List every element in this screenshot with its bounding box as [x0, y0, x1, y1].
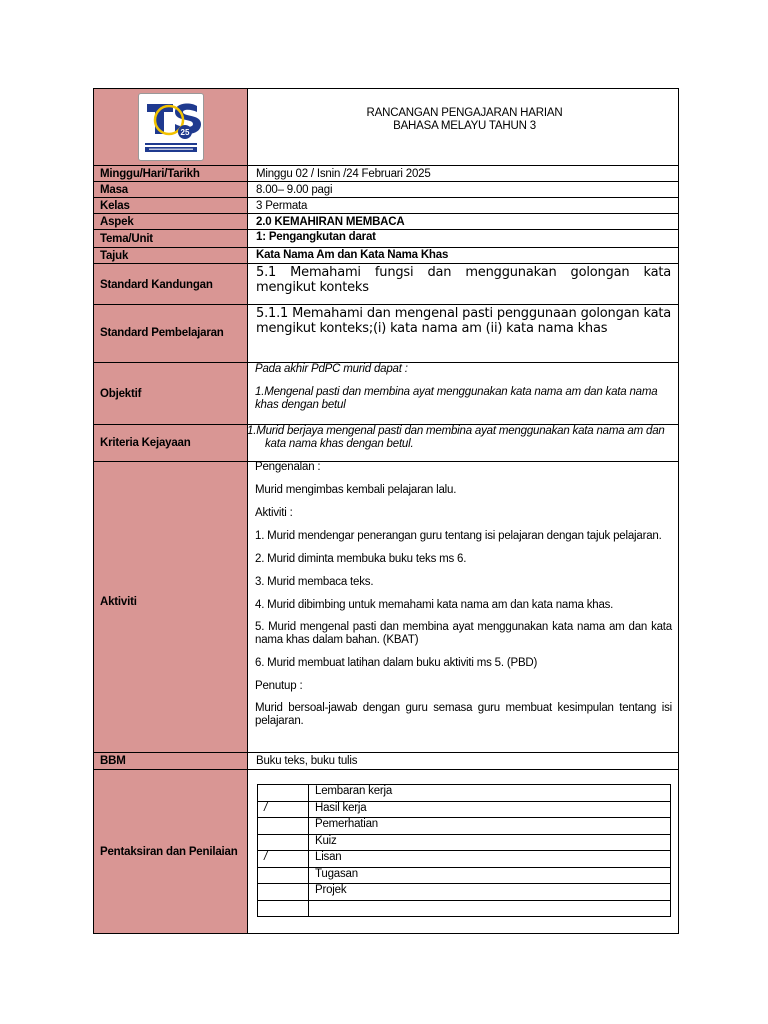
assessment-item: Hasil kerja [309, 801, 671, 818]
row-divider [94, 769, 678, 770]
ts25-logo-icon [139, 94, 203, 160]
assessment-mark: / [258, 801, 309, 818]
aktiviti-step: 5. Murid mengenal pasti dan membina ayat menggunakan kata nama am dan kata nama khas dalam bahan. (KBAT) [255, 621, 672, 646]
label-tema: Tema/Unit [100, 233, 153, 245]
value-kelas: 3 Permata [256, 200, 308, 212]
label-kelas: Kelas [100, 200, 130, 212]
label-tajuk: Tajuk [100, 250, 129, 262]
label-standard-pembelajaran: Standard Pembelajaran [100, 327, 224, 339]
value-bbm: Buku teks, buku tulis [256, 755, 358, 767]
assessment-row [258, 785, 671, 802]
assessment-mark [258, 818, 309, 835]
title-line-2: BAHASA MELAYU TAHUN 3 [393, 120, 536, 132]
label-standard-kandungan: Standard Kandungan [100, 279, 213, 291]
page-title [249, 107, 680, 133]
value-tajuk: Kata Nama Am dan Kata Nama Khas [256, 249, 449, 261]
aktiviti-pengenalan: Pengenalan : [255, 461, 321, 473]
value-minggu: Minggu 02 / Isnin /24 Februari 2025 [256, 168, 431, 180]
row-divider [94, 197, 678, 198]
assessment-item: Kuiz [309, 834, 671, 851]
row-divider [94, 213, 678, 214]
assessment-row [258, 900, 671, 917]
kriteria-value [245, 425, 675, 451]
assessment-row [258, 884, 671, 901]
row-divider [94, 181, 678, 182]
assessment-item [309, 900, 671, 917]
assessment-checklist [257, 784, 671, 917]
kriteria-text: 1.Murid berjaya mengenal pasti dan membina ayat menggunakan kata nama am dan kata nama khas dengan betul. [247, 425, 665, 450]
assessment-item: Lembaran kerja [309, 785, 671, 802]
label-masa: Masa [100, 184, 128, 196]
label-kriteria-kejayaan: Kriteria Kejayaan [100, 437, 191, 449]
assessment-item: Lisan [309, 851, 671, 868]
assessment-mark [258, 785, 309, 802]
value-masa: 8.00– 9.00 pagi [256, 184, 333, 196]
label-aktiviti: Aktiviti [100, 596, 137, 608]
aktiviti-penutup: Penutup : [255, 680, 303, 692]
objektif-item: 1.Mengenal pasti dan membina ayat menggunakan kata nama am dan kata nama khas dengan betul [255, 386, 658, 411]
row-divider [94, 229, 678, 230]
assessment-item: Pemerhatian [309, 818, 671, 835]
objektif-intro: Pada akhir PdPC murid dapat : [255, 363, 408, 375]
row-divider [94, 752, 678, 753]
lesson-plan-sheet [93, 88, 679, 934]
value-standard-pembelajaran: 5.1.1 Memahami dan mengenal pasti penggunaan golongan kata mengikut konteks;(i) kata nama am (ii) kata nama khas [256, 306, 671, 336]
assessment-row [258, 818, 671, 835]
svg-text:25: 25 [180, 128, 190, 137]
row-divider [94, 165, 678, 166]
label-minggu: Minggu/Hari/Tarikh [100, 168, 200, 180]
assessment-row [258, 867, 671, 884]
row-divider [94, 304, 678, 305]
assessment-mark [258, 900, 309, 917]
label-bbm: BBM [100, 755, 126, 767]
label-pentaksiran: Pentaksiran dan Penilaian [100, 846, 238, 858]
assessment-item: Projek [309, 884, 671, 901]
school-logo [138, 93, 204, 161]
title-line-1: RANCANGAN PENGAJARAN HARIAN [366, 107, 563, 119]
aktiviti-step: 2. Murid diminta membuka buku teks ms 6. [255, 553, 467, 565]
label-aspek: Aspek [100, 216, 134, 228]
assessment-mark: / [258, 851, 309, 868]
assessment-mark [258, 834, 309, 851]
aktiviti-heading: Aktiviti : [255, 507, 293, 519]
row-divider [94, 263, 678, 264]
aktiviti-penutup-text: Murid bersoal-jawab dengan guru semasa guru membuat kesimpulan tentang isi pelajaran. [255, 702, 672, 727]
assessment-row [258, 834, 671, 851]
assessment-row [258, 851, 671, 868]
assessment-row [258, 801, 671, 818]
assessment-mark [258, 884, 309, 901]
aktiviti-step: 1. Murid mendengar penerangan guru tentang isi pelajaran dengan tajuk pelajaran. [255, 530, 662, 542]
assessment-mark [258, 867, 309, 884]
assessment-item: Tugasan [309, 867, 671, 884]
label-objektif: Objektif [100, 388, 142, 400]
aktiviti-step: 4. Murid dibimbing untuk memahami kata nama am dan kata nama khas. [255, 599, 614, 611]
value-aspek: 2.0 KEMAHIRAN MEMBACA [256, 216, 405, 228]
value-standard-kandungan: 5.1 Memahami fungsi dan menggunakan golongan kata mengikut konteks [256, 265, 671, 295]
value-tema: 1: Pengangkutan darat [256, 231, 376, 243]
aktiviti-step: 6. Murid membuat latihan dalam buku aktiviti ms 5. (PBD) [255, 657, 538, 669]
aktiviti-pengenalan-text: Murid mengimbas kembali pelajaran lalu. [255, 484, 457, 496]
aktiviti-step: 3. Murid membaca teks. [255, 576, 374, 588]
